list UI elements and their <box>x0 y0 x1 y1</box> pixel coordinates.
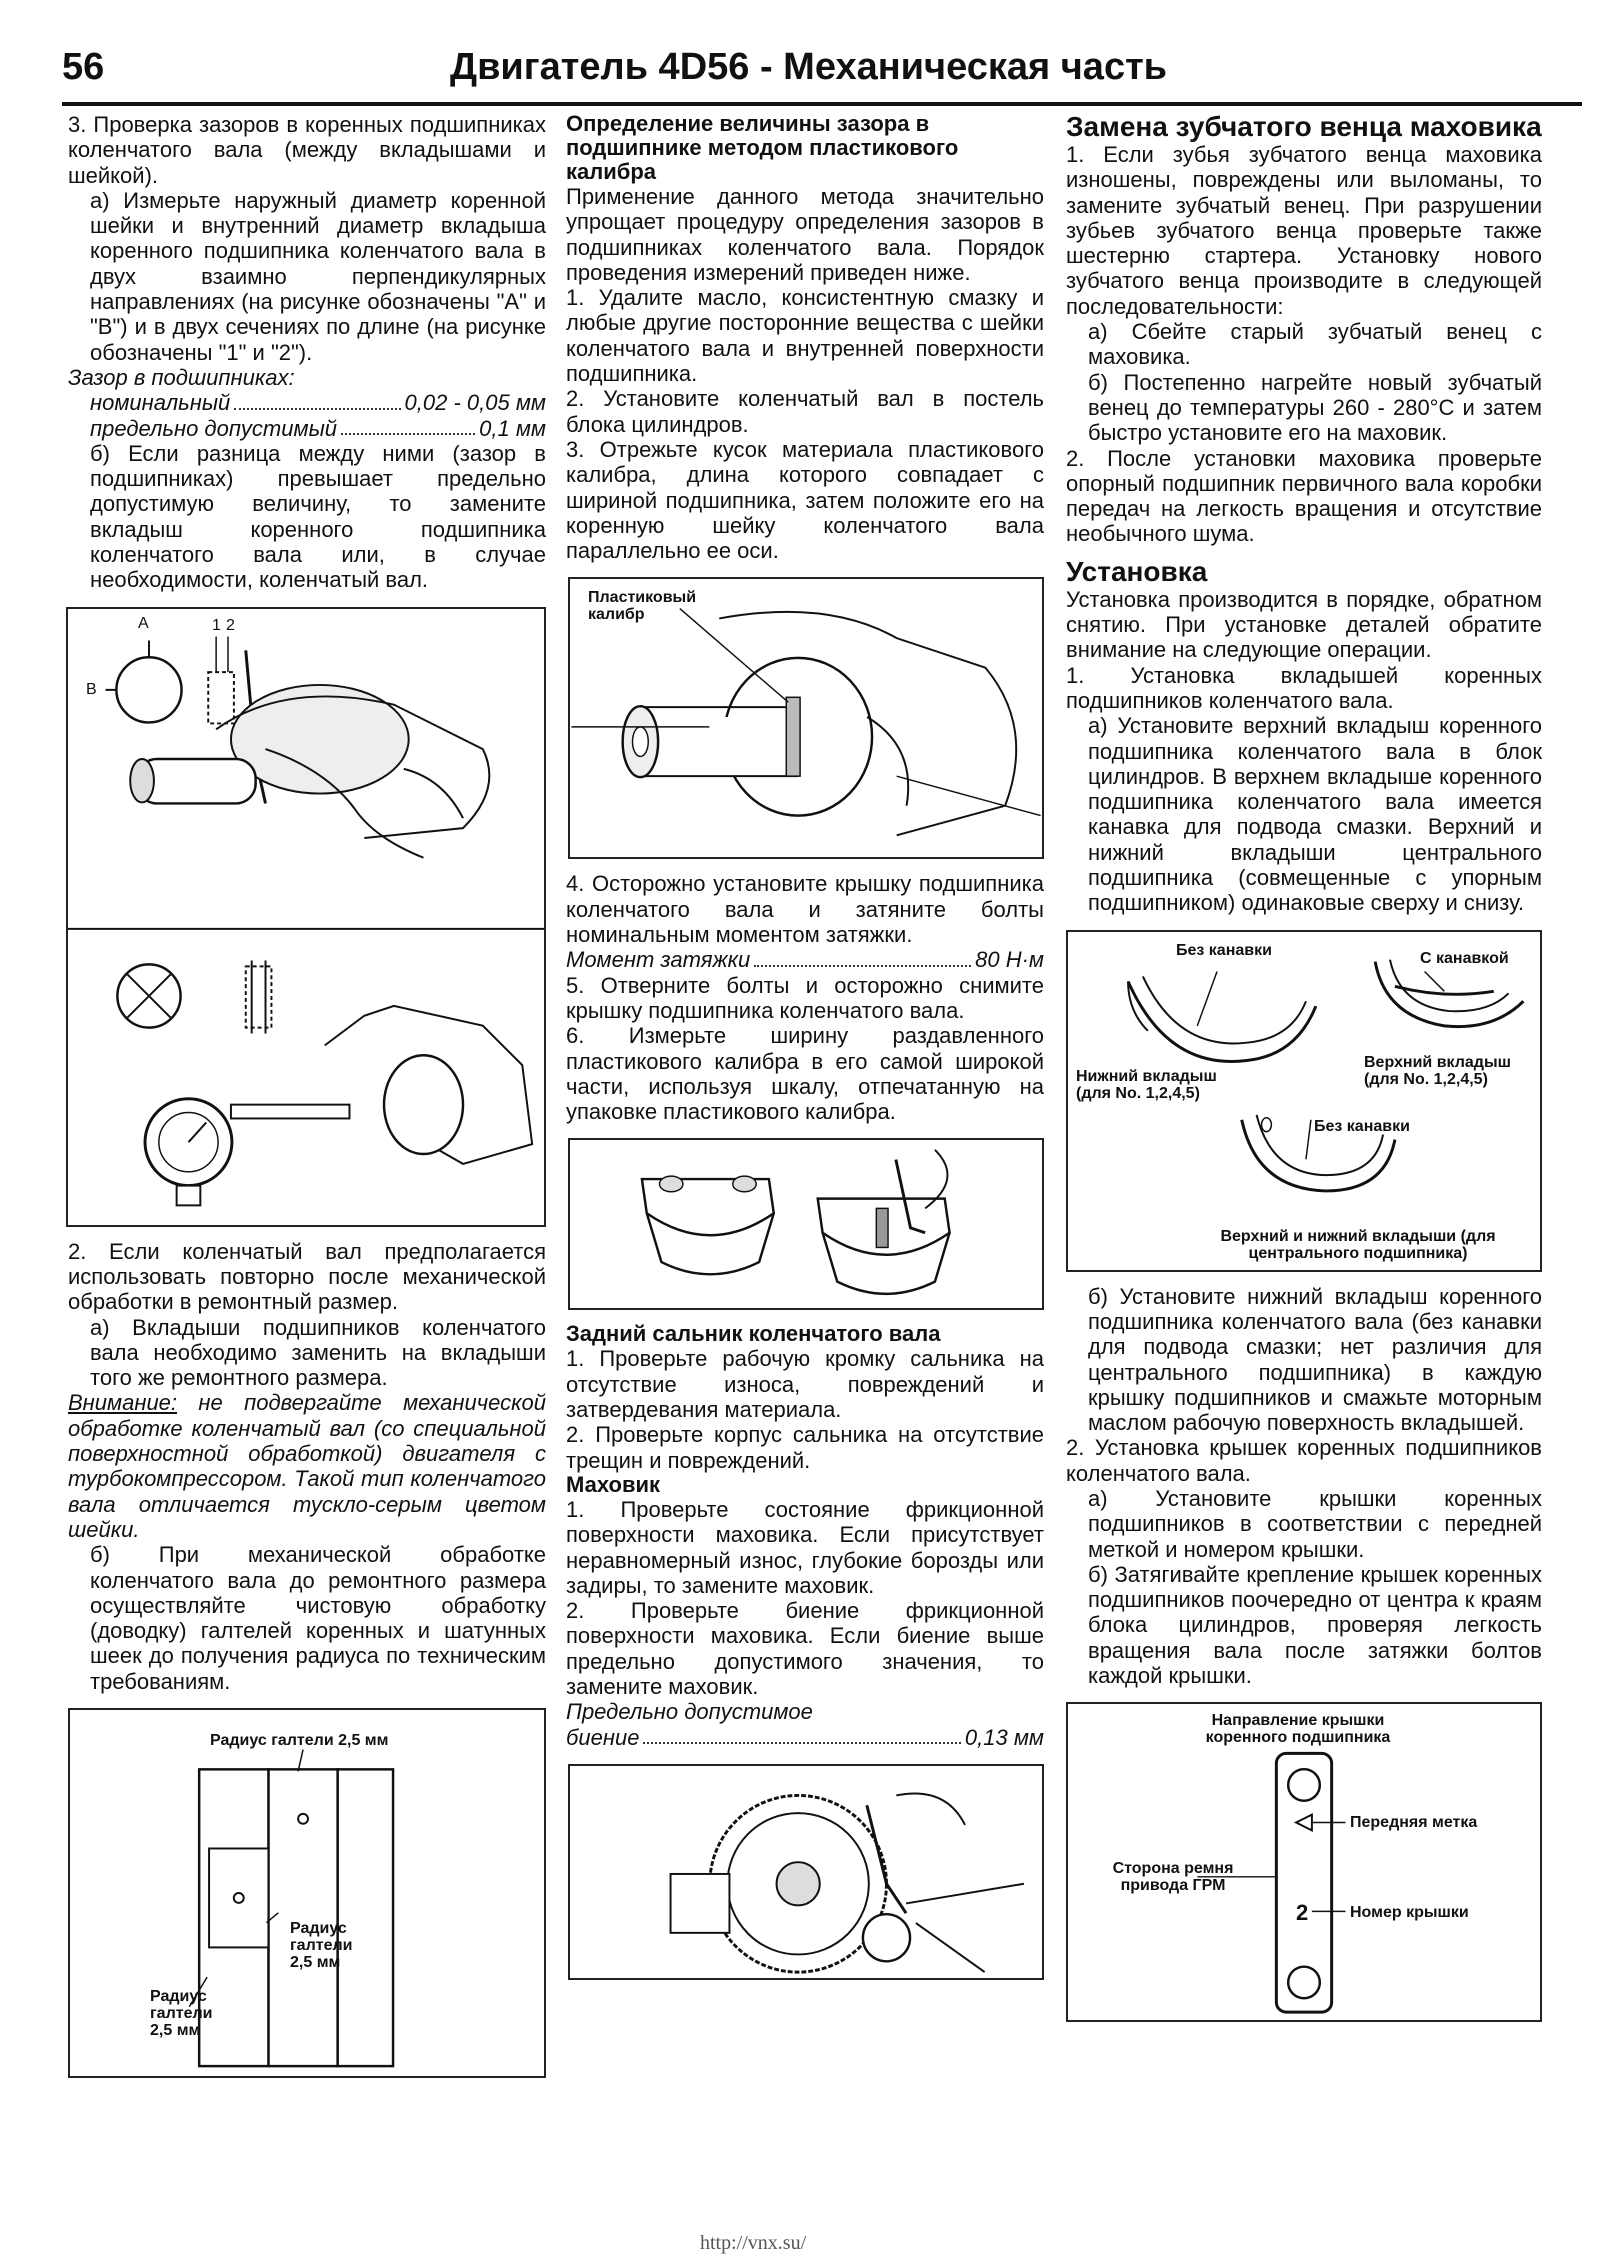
paragraph: 2. Проверьте корпус сальника на отсутствие трещин и повреждений. <box>566 1422 1044 1473</box>
front-mark-label: Передняя метка <box>1350 1814 1478 1832</box>
cap-direction-title: Направление крышки коренного подшипника <box>1205 1712 1391 1747</box>
fillet-label-low: Радиус галтели 2,5 мм <box>150 1987 213 2039</box>
spec-label: предельно допустимый <box>90 415 337 441</box>
paragraph: б) Затягивайте крепление крышек коренных подшипников поочередно от центра к краям блока цилиндров, проверяя легкость вращения вала после затяжки болтов каждой крышки. <box>1088 1561 1542 1689</box>
warning <box>68 1390 546 1542</box>
paragraph: б) Если разница между ними (зазор в подшипниках) превышает предельно допустимую величину, то замените вкладыш коренного подшипника коленчатого вала или, в случае необходимости, коленчатый вал. <box>90 440 546 593</box>
figure-bearing-measurement <box>66 607 546 1227</box>
page-title: Двигатель 4D56 - Механическая часть <box>450 46 1168 88</box>
spec-row <box>68 390 546 415</box>
spec-value: 0,13 мм <box>964 1724 1044 1750</box>
paragraph: 4. Осторожно установите крышку подшипника коленчатого вала и затяните болты номинальным моментом затяжки. <box>566 871 1044 948</box>
paragraph: а) Установите верхний вкладыш коренного подшипника коленчатого вала в блок цилиндров. В верхнем вкладыше коренного подшипника коленчатого вала имеется канавка для подвода смазки. Верхний и нижний вкладыши центрального подшипника (совмещенные с упорным подшипником) одинаковые сверху и снизу. <box>1088 713 1542 916</box>
label-a: A <box>138 614 149 632</box>
figure-plastigage-measure <box>568 1138 1044 1310</box>
with-groove-label: С канавкой <box>1420 949 1509 967</box>
belt-side-label: Сторона ремня привода ГРМ <box>1112 1860 1234 1895</box>
spec-value: 80 Н·м <box>975 947 1044 973</box>
spec-value: 0,02 - 0,05 мм <box>404 390 546 416</box>
paragraph: 1. Если зубья зубчатого венца маховика изношены, повреждены или выломаны, то замените зубчатый венец. При разрушении зубьев зубчатого венца проверьте также шестерню стартера. Установку нового зубчатого венца производите в следующей последовательности: <box>1066 142 1542 319</box>
paragraph: 1. Установка вкладышей коренных подшипников коленчатого вала. <box>1066 662 1542 713</box>
paragraph: Установка производится в порядке, обратном снятию. При установке деталей обратите внимание на следующие операции. <box>1066 586 1542 663</box>
warning-label: Внимание: <box>68 1390 178 1416</box>
paragraph: 1. Проверьте рабочую кромку сальника на отсутствие износа, повреждений и затвердевания материала. <box>566 1346 1044 1423</box>
paragraph: а) Установите крышки коренных подшипников в соответствии с передней меткой и номером крышки. <box>1088 1485 1542 1562</box>
paragraph: 2. После установки маховика проверьте опорный подшипник первичного вала коробки передач на легкость вращения и отсутствие необычного шума. <box>1066 445 1542 547</box>
paragraph: Применение данного метода значительно упрощает процедуру определения зазоров в подшипниках коленчатого вала. Порядок проведения измерений приведен ниже. <box>566 184 1044 285</box>
label-1: 1 <box>212 616 221 634</box>
paragraph: 3. Отрежьте кусок материала пластикового калибра, длина которого совпадает с шириной подшипника, затем положите его на коренную шейку коленчатого вала параллельно ее оси. <box>566 436 1044 564</box>
dot-leader <box>643 1725 960 1744</box>
bearing-caps-illustration <box>570 1140 1042 1308</box>
paragraph: 6. Измерьте ширину раздавленного пластикового калибра в его самой широкой части, используя шкалу, отпечатанную на упаковке пластикового калибра. <box>566 1023 1044 1125</box>
spec-title: Предельно допустимое <box>566 1699 813 1725</box>
paragraph: 2. Установка крышек коренных подшипников коленчатого вала. <box>1066 1435 1542 1486</box>
spec-row <box>566 947 1044 972</box>
paragraph: 1. Удалите масло, консистентную смазку и любые другие посторонние вещества с шейки коленчатого вала и внутренней поверхности подшипника. <box>566 285 1044 387</box>
fillet-label-mid: Радиус галтели 2,5 мм <box>290 1919 353 1971</box>
spec-row <box>566 1725 1044 1750</box>
no-groove-label-2: Без канавки <box>1314 1117 1410 1135</box>
spec-row <box>68 416 546 441</box>
figure-fillet-radius <box>68 1708 546 2078</box>
section-heading: Установка <box>1066 555 1208 587</box>
figure-bearing-shells <box>1066 930 1542 1272</box>
figure-plastigage <box>568 577 1044 859</box>
spec-label: биение <box>566 1724 640 1750</box>
page-number: 56 <box>62 46 105 88</box>
paragraph: 2. Проверьте биение фрикционной поверхности маховика. Если биение выше предельно допустимого значения, то замените маховик. <box>566 1598 1044 1699</box>
spec-label: Момент затяжки <box>566 947 751 973</box>
column-right <box>1066 112 1542 2034</box>
measurement-illustration <box>68 609 544 1225</box>
cap-number-label: Номер крышки <box>1350 1904 1469 1922</box>
column-middle <box>566 112 1044 1992</box>
dot-leader <box>754 947 971 966</box>
dot-leader <box>234 390 400 409</box>
section-heading: Задний сальник коленчатого вала <box>566 1321 941 1347</box>
spec-label: номинальный <box>90 390 231 416</box>
spec-value: 0,1 мм <box>479 415 546 441</box>
upper-shell-label: Верхний вкладыш (для No. 1,2,4,5) <box>1364 1053 1511 1088</box>
section-heading: Маховик <box>566 1471 661 1497</box>
paragraph: б) При механической обработке коленчатого вала до ремонтного размера осуществляйте чистовую обработку (доводку) галтелей коренных и шатунных шеек до получения радиуса по техническим требованиям. <box>90 1542 546 1694</box>
paragraph: 2. Установите коленчатый вал в постель блока цилиндров. <box>566 386 1044 437</box>
paragraph: 2. Если коленчатый вал предполагается использовать повторно после механической обработки в ремонтный размер. <box>68 1238 546 1315</box>
section-heading: Определение величины зазора в подшипнике методом пластикового калибра <box>566 111 959 184</box>
label-b: B <box>86 680 97 698</box>
flywheel-illustration <box>570 1766 1042 1978</box>
section-heading: Замена зубчатого венца маховика <box>1066 111 1542 142</box>
center-shell-label: Верхний и нижний вкладыши (для центрального подшипника) <box>1220 1227 1496 1262</box>
warning-text: не подвергайте механической обработке коленчатый вал (со специальной поверхностной обработкой) двигателя с турбокомпрессором. Такой тип коленчатого вала отличается тускло-серым цветом шейки. <box>68 1390 546 1542</box>
paragraph: а) Измерьте наружный диаметр коренной шейки и внутренний диаметр вкладыша коренного подшипника коленчатого вала в двух взаимно перпендикулярных направлениях (на рисунке обозначены "A" и "B") и в двух сечениях по длине (на рисунке обозначены "1" и "2"). <box>90 187 546 365</box>
paragraph: 5. Отверните болты и осторожно снимите крышку подшипника коленчатого вала. <box>566 972 1044 1023</box>
cap-number-digit: 2 <box>1296 1900 1309 1926</box>
page-header <box>62 42 1582 106</box>
paragraph: 1. Проверьте состояние фрикционной поверхности маховика. Если присутствует неравномерный износ, глубокие борозды или задиры, то замените маховик. <box>566 1496 1044 1598</box>
lower-shell-label: Нижний вкладыш (для No. 1,2,4,5) <box>1076 1067 1217 1102</box>
paragraph: а) Вкладыши подшипников коленчатого вала необходимо заменить на вкладыши того же ремонтного размера. <box>90 1314 546 1391</box>
paragraph: б) Постепенно нагрейте новый зубчатый венец до температуры 260 - 280°C и затем быстро установите его на маховик. <box>1088 369 1542 446</box>
paragraph: а) Сбейте старый зубчатый венец с маховика. <box>1088 319 1542 370</box>
spec-title: Зазор в подшипниках: <box>68 364 295 390</box>
footer-url: http://vnx.su/ <box>700 2232 807 2254</box>
crankshaft-illustration <box>70 1710 544 2076</box>
no-groove-label-1: Без канавки <box>1176 941 1272 959</box>
figure-flywheel-runout <box>568 1764 1044 1980</box>
fillet-label-top: Радиус галтели 2,5 мм <box>210 1731 389 1749</box>
label-2: 2 <box>226 616 235 634</box>
plastigage-label: Пластиковый калибр <box>588 589 697 624</box>
column-left <box>68 112 546 2090</box>
dot-leader <box>341 416 475 435</box>
figure-bearing-cap-direction <box>1066 1702 1542 2022</box>
paragraph: б) Установите нижний вкладыш коренного подшипника коленчатого вала (без канавки для подвода смазки; нет различия для центрального подшипника) в каждую крышку подшипников и смажьте моторным маслом рабочую поверхность вкладышей. <box>1088 1283 1542 1436</box>
paragraph: 3. Проверка зазоров в коренных подшипниках коленчатого вала (между вкладышами и шейкой). <box>68 112 546 188</box>
